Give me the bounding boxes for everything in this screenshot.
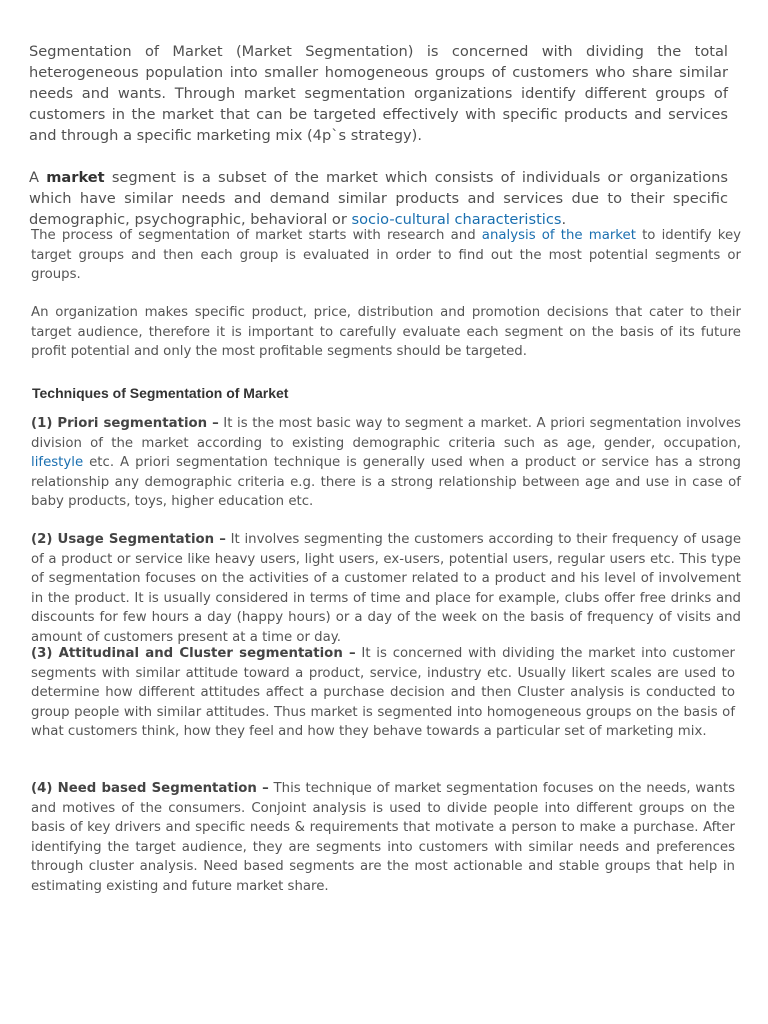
need-based-text: This technique of market segmentation focuses on the needs, wants and motives of the consumers. Conjoint analysis is used to divide people into different groups on the basis of key drivers and specific needs & requirements that motivate a person to make a purchase. After identifying the target audience, they are segments into customers with similar needs and preferences through cluster analysis. Need based segments are the most actionable and stable groups that help in estimating existing and future market share. [31,781,736,894]
socio-cultural-link[interactable]: socio-cultural characteristics [351,211,562,228]
usage-paragraph [31,530,741,647]
lifestyle-link[interactable]: lifestyle [31,455,84,470]
usage-title: (2) Usage Segmentation – [31,532,226,547]
intro-paragraph-1 [29,41,728,146]
priori-suffix: etc. A priori segmentation technique is generally used when a product or service has a strong relationship any demographic criteria e.g. there is a strong relationship between age and use in case of baby products, toys, higher education etc. [31,455,741,509]
need-based-title: (4) Need based Segmentation – [31,781,269,796]
process-paragraph-1-text: The process of segmentation of market starts with research and [31,228,482,243]
attitudinal-text: It is concerned with dividing the market into customer segments with similar attitude toward a product, service, industry etc. Usually likert scales are used to determine how different attitudes affect a purchase decision and then Cluster analysis is conducted to group people with similar attitudes. Thus market is segmented into homogeneous groups on the basis of what customers think, how they feel and how they behave towards a particular set of marketing mix. [31,646,735,739]
market-term: market [46,169,105,186]
priori-title: (1) Priori segmentation – [31,416,219,431]
priori-paragraph [31,414,741,512]
process-paragraph-1-suffix: to identify key target groups and then each group is evaluated in order to find out the most potential segments or groups. [31,228,741,282]
analysis-of-market-link[interactable]: analysis of the market [481,228,636,243]
need-based-paragraph [31,779,735,896]
intro-paragraph-2 [29,167,728,230]
intro-paragraph-2-suffix: . [561,211,567,228]
process-paragraph-1 [31,226,741,285]
process-paragraph-2-text: An organization makes specific product, price, distribution and promotion decisions that cater to their target audience, therefore it is important to carefully evaluate each segment on the basis of its future profit potential and only the most profitable segments should be targeted. [31,305,741,359]
intro-paragraph-2-text: segment is a subset of the market which consists of individuals or organizations which have similar needs and demand similar products and services due to their specific demographic, psychographic, behavioral or [29,169,729,228]
attitudinal-paragraph [31,644,735,742]
usage-text: It involves segmenting the customers according to their frequency of usage of a product or service like heavy users, light users, ex-users, potential users, regular users etc. This type of segmentation focuses on the activities of a customer related to a product and his level of involvement in the product. It is usually considered in terms of time and place for example, clubs offer free drinks and discounts for few hours a day (happy hours) or a day of the week on the basis of frequency of visits and amount of customers present at a time or day. [31,532,742,645]
process-paragraph-2 [31,303,741,362]
attitudinal-title: (3) Attitudinal and Cluster segmentation – [31,646,356,661]
intro-paragraph-2-prefix: A [29,169,47,186]
intro-paragraph-1-text: Segmentation of Market (Market Segmentation) is concerned with dividing the total heterogeneous population into smaller homogeneous groups of customers who share similar needs and wants. Through market segmentation organizations identify different groups of customers in the market that can be targeted effectively with specific products and services and through a specific marketing mix (4p`s strategy). [29,43,728,144]
priori-text: It is the most basic way to segment a market. A priori segmentation involves division of the market according to existing demographic criteria such as age, gender, occupation, [31,416,741,451]
techniques-heading: Techniques of Segmentation of Market [32,385,289,401]
